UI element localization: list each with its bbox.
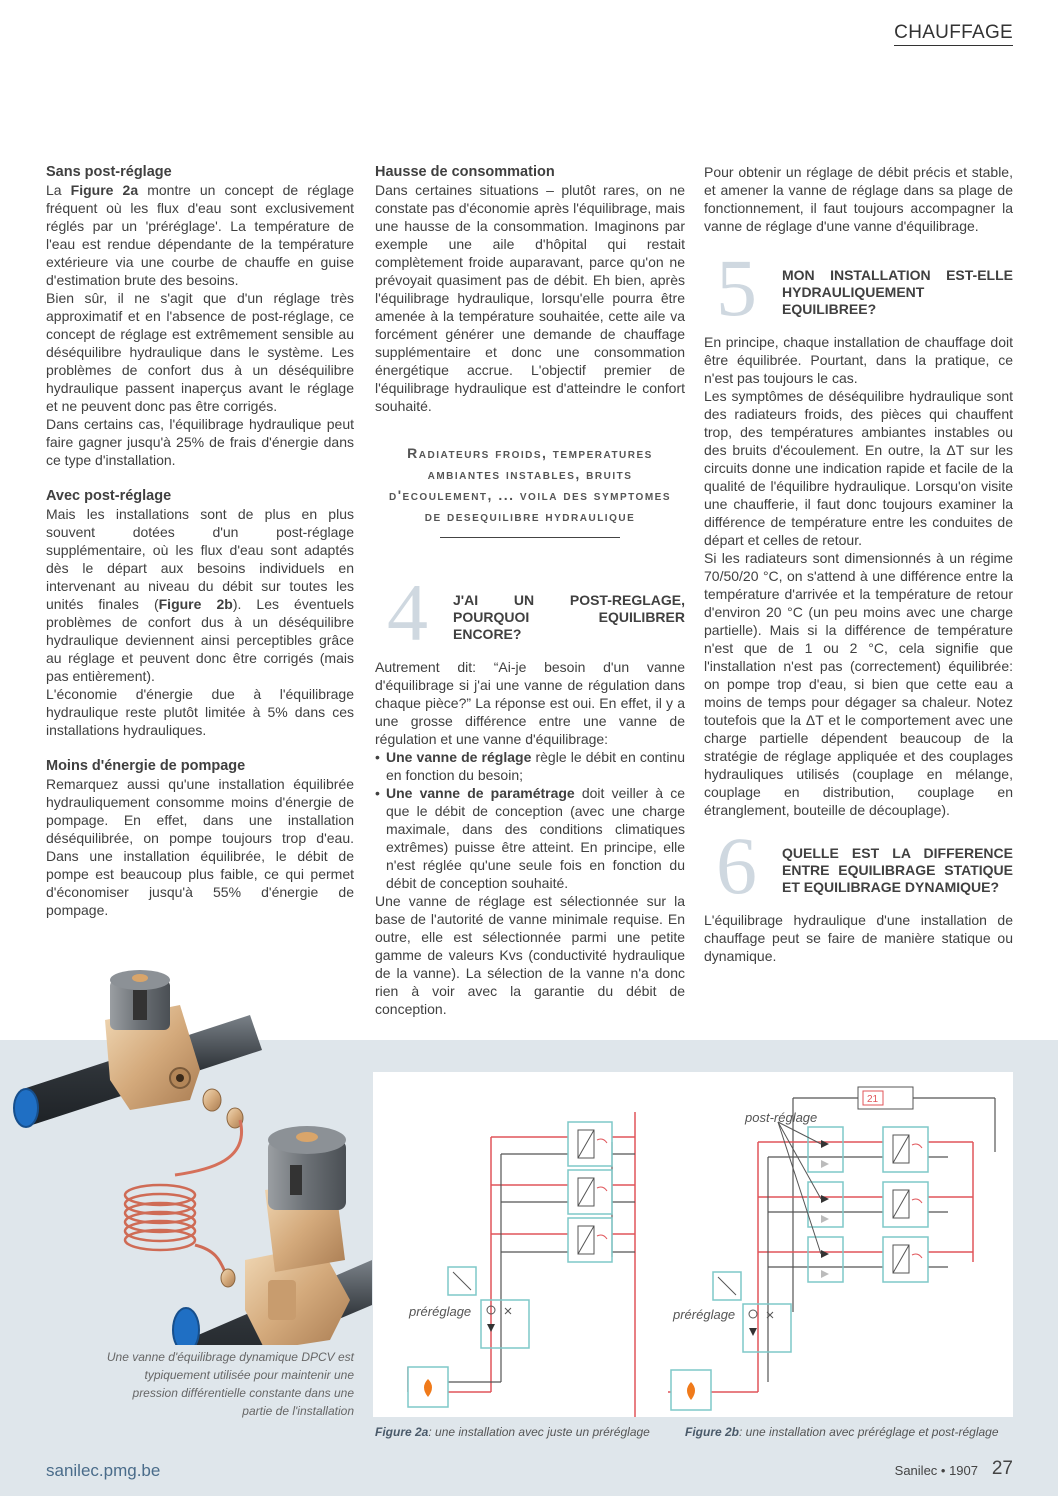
radiator (568, 1218, 612, 1262)
paragraph: L'équilibrage hydraulique d'une installation de chauffage peut se faire de manière statique ou dynamique. (704, 912, 1013, 964)
list-item: • Une vanne de réglage règle le débit en continu en fonction du besoin; (375, 748, 685, 784)
footer-issue: Sanilec • 1907 (894, 1463, 978, 1478)
paragraph: Si les radiateurs sont dimensionnés à un régime 70/50/20 °C, on s'attend à une différence entre la température d'arrivée et la température de retour d'environ 20 °C (un peu moins avec une charge partielle). Mais si la différence de température n'est que de 1 ou 2 °C, cela signifie que l'installation n'est pas (correctement) équilibrée: on pompe trop d'eau, si bien que cette eau a moins de temps pour dégager sa chaleur. Notez toutefois que la ΔT et le comportement avec une charge partielle dépendent beaucoup de la stratégie de réglage appliquée et des couplages hydrauliques utilisés (couplage en mélange, couplage en distribution, couplage en étranglement, bouteille de découplage). (704, 550, 1013, 818)
question-number: 6 (716, 820, 757, 911)
radiator (883, 1237, 928, 1282)
list-item: • Une vanne de paramétrage doit veiller à ce que le débit de conception (avec une charge maximale, dans des conditions climatiques extrêmes) puisse être atteint. En principe, elle n'est réglée qu'une seule fois en fonction du débit de conception souhaité. (375, 784, 685, 892)
heading-hausse-consommation: Hausse de consommation (375, 164, 555, 180)
label-prereglage: préréglage (409, 1304, 472, 1319)
paragraph: Bien sûr, il ne s'agit que d'un réglage très approximatif et en l'absence de post-réglage, ce concept de réglage est extrêmement sensible au déséquilibre hydraulique dans le système. Les problèmes de confort dus à un déséquilibre hydraulique passent inaperçus avant le réglage et ne peuvent donc pas être corrigés. (46, 290, 354, 414)
schematic-svg (373, 1072, 1013, 1417)
bullet-list (375, 748, 685, 892)
post-reglage-valve (808, 1127, 843, 1172)
paragraph: En principe, chaque installation de chauffage doit être équilibrée. Pourtant, dans la pratique, ce n'est pas toujours le cas. (704, 334, 1013, 386)
paragraph: Dans certains cas, l'équilibrage hydraulique peut faire gagner jusqu'à 25% de frais d'énergie dans ce type d'installation. (46, 416, 354, 468)
question-5 (704, 242, 1013, 333)
label-prereglage: préréglage (673, 1307, 736, 1322)
schematic-diagram (373, 1072, 1013, 1417)
paragraph: Autrement dit: “Ai-je besoin d'un vanne d'équilibrage si j'ai une vanne de régulation dans chaque pièce?” La réponse est oui. En effet, il y a une grosse différence entre une vanne de régulation et une vanne d'équilibrage: (375, 659, 685, 747)
footer-site-link[interactable]: sanilec.pmg.be (46, 1461, 161, 1480)
section-tag: CHAUFFAGE (894, 22, 1013, 46)
question-number: 5 (716, 242, 757, 333)
paragraph: Une vanne de réglage est sélectionnée sur la base de l'autorité de vanne minimale requise. En outre, elle est sélectionnée parmi une petite gamme de valeurs Kvs (conductivité hydraulique de la vanne). La sélection de la vanne n'a donc rien à voir avec la garantie du débit de conception. (375, 893, 685, 1017)
question-title: J'AI UN POST-REGLAGE, POURQUOI EQUILIBRER ENCORE? (453, 592, 685, 642)
heading-moins-energie: Moins d'énergie de pompage (46, 758, 246, 774)
figure-caption-2b: Figure 2b: une installation avec préréglage et post-réglage (685, 1425, 999, 1439)
figure-2a-diagram (408, 1112, 635, 1417)
paragraph: Dans certaines situations – plutôt rares, on ne constate pas d'économie après l'équilibrage, mais une hausse de la consommation. Imaginons par exemple une aile d'hôpital qui restait complètement froide auparavant, parce qu'on ne prévoyait quasiment pas de débit. Eh bien, après l'équilibrage hydraulique, lorsqu'elle pourra être amenée à la température souhaitée, cette aile va forcément générer une demande de chauffage supplémentaire et donc une consommation énergétique accrue. L'objectif premier de l'équilibrage hydraulique est d'atteindre le confort souhaité. (375, 182, 685, 414)
post-reglage-valve (808, 1182, 843, 1227)
label-postreglage: post-réglage (745, 1110, 818, 1125)
controller-value: 21 (867, 1094, 879, 1105)
post-reglage-valve (808, 1237, 843, 1282)
column-2 (375, 163, 685, 1018)
dpcv-valve-illustration (0, 960, 372, 1345)
heading-avec-post-reglage: Avec post-réglage (46, 488, 172, 504)
pull-quote: Radiateurs froids, temperatures ambiantes instables, bruits d'ecoulement, ... voila des symptomes de desequilibre hydraulique (388, 445, 671, 524)
heading-sans-post-reglage: Sans post-réglage (46, 164, 172, 180)
paragraph: La Figure 2a montre un concept de réglage fréquent où les flux d'eau sont exclusivement réglés par un 'préréglage'. La température de l'eau est rendue dépendante de la température extérieure via une courbe de chauffe en guise d'estimation brute des besoins. (46, 182, 355, 288)
radiator (883, 1127, 928, 1172)
figure-ref: Figure 2a (70, 182, 139, 198)
question-title: MON INSTALLATION EST-ELLE HYDRAULIQUEMENT EQUILIBREE? (782, 267, 1013, 317)
radiator (883, 1182, 928, 1227)
figure-2b-diagram (668, 1087, 995, 1410)
figure-ref: Figure 2b (158, 596, 233, 612)
paragraph: Mais les installations sont de plus en plus souvent dotées d'un post-réglage supplémentaire, où les flux d'eau sont adaptés dès le départ aux besoins individuels en intervenant au niveau du débit sur toutes les unités finales (Figure 2b). Les éventuels problèmes de confort dus à un déséquilibre hydraulique deviennent ainsi perceptibles grâce au réglage et peuvent donc être corrigés (mais pas entièrement). (46, 506, 354, 684)
radiator (568, 1170, 612, 1214)
photo-caption: Une vanne d'équilibrage dynamique DPCV est typiquement utilisée pour maintenir une pression différentielle constante dans une partie de l'installation (106, 1350, 354, 1418)
paragraph: L'économie d'énergie due à l'équilibrage hydraulique reste plutôt limitée à 5% dans ces installations hydrauliques. (46, 686, 354, 738)
paragraph: Remarquez aussi qu'une installation équilibrée hydrauliquement consomme moins d'énergie de pompage. En effet, dans une installation déséquilibrée, on pompe toujours trop d'eau. Dans une installation équilibrée, le débit de pompe est beaucoup plus faible, ce qui permet d'économiser jusqu'à 55% d'énergie de pompage. (46, 776, 354, 918)
question-4 (375, 567, 685, 658)
radiator (568, 1122, 612, 1166)
question-title: QUELLE EST LA DIFFERENCE ENTRE EQUILIBRAGE STATIQUE ET EQUILIBRAGE DYNAMIQUE? (782, 845, 1013, 895)
question-6 (704, 820, 1013, 911)
paragraph: Les symptômes de déséquilibre hydraulique sont des radiateurs froids, des pièces qui chauffent trop, des températures ambiantes instables ou des bruits d'écoulement. En outre, la ΔT sur les circuits donne une indication rapide et facile de la qualité de l'équilibre hydraulique. Lorsqu'on visite une chaufferie, il faut donc toujours examiner la différence de température entre les conduites de départ et celles de retour. (704, 388, 1013, 548)
paragraph: Pour obtenir un réglage de débit précis et stable, et amener la vanne de réglage dans sa plage de fonctionnement, il faut toujours accompagner la vanne de réglage d'une vanne d'équilibrage. (704, 164, 1013, 234)
page-number: 27 (991, 1458, 1013, 1479)
figure-caption-2a: Figure 2a: une installation avec juste un préréglage (375, 1425, 650, 1439)
column-1 (46, 163, 354, 919)
question-number: 4 (387, 567, 428, 658)
column-3 (704, 163, 1013, 965)
